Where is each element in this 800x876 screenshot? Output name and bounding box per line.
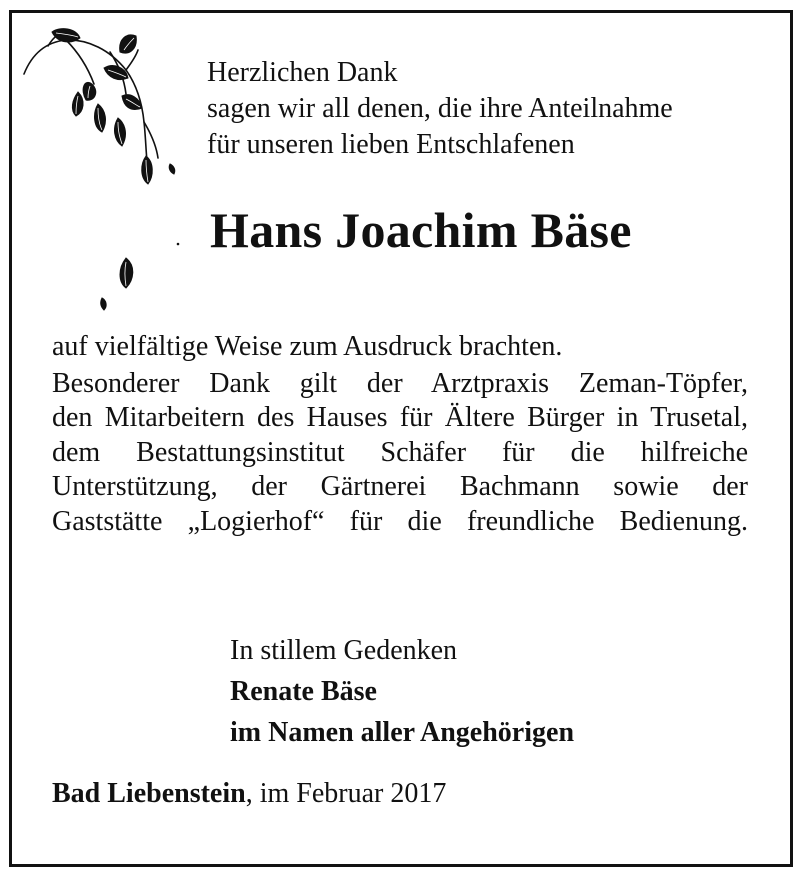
deceased-name: Hans Joachim Bäse — [210, 202, 632, 258]
place-name: Bad Liebenstein — [52, 778, 246, 809]
body-line-2: Besonderer Dank gilt der Arztpraxis Zeman-Töpfer, — [52, 367, 748, 399]
leaf-branch-icon — [18, 22, 193, 317]
body-line-4: dem Bestattungsinstitut Schäfer für die hilfreiche — [52, 436, 748, 468]
body-line-1: auf vielfältige Weise zum Ausdruck brachten. — [52, 331, 563, 362]
intro-line-1: Herzlichen Dank — [207, 57, 398, 88]
body-line-3: den Mitarbeitern des Hauses für Ältere Bürger in Trusetal, — [52, 402, 748, 433]
signature-block — [230, 630, 574, 753]
body-line-5: Unterstützung, der Gärtnerei Bachmann sowie der — [52, 471, 748, 502]
body-line-6: Gaststätte „Logierhof“ für die freundliche Bedienung. — [52, 505, 748, 537]
signature-line-1: In stillem Gedenken — [230, 635, 458, 666]
signature-name: Renate Bäse — [230, 676, 377, 707]
thanks-body — [52, 330, 748, 539]
signature-line-3: im Namen aller Angehörigen — [230, 717, 575, 748]
place-date — [52, 776, 446, 812]
date-text: , im Februar 2017 — [245, 778, 447, 809]
intro-text — [207, 55, 673, 163]
intro-line-2: sagen wir all denen, die ihre Anteilnahme — [207, 93, 673, 124]
intro-line-3: für unseren lieben Entschlafenen — [207, 129, 575, 160]
